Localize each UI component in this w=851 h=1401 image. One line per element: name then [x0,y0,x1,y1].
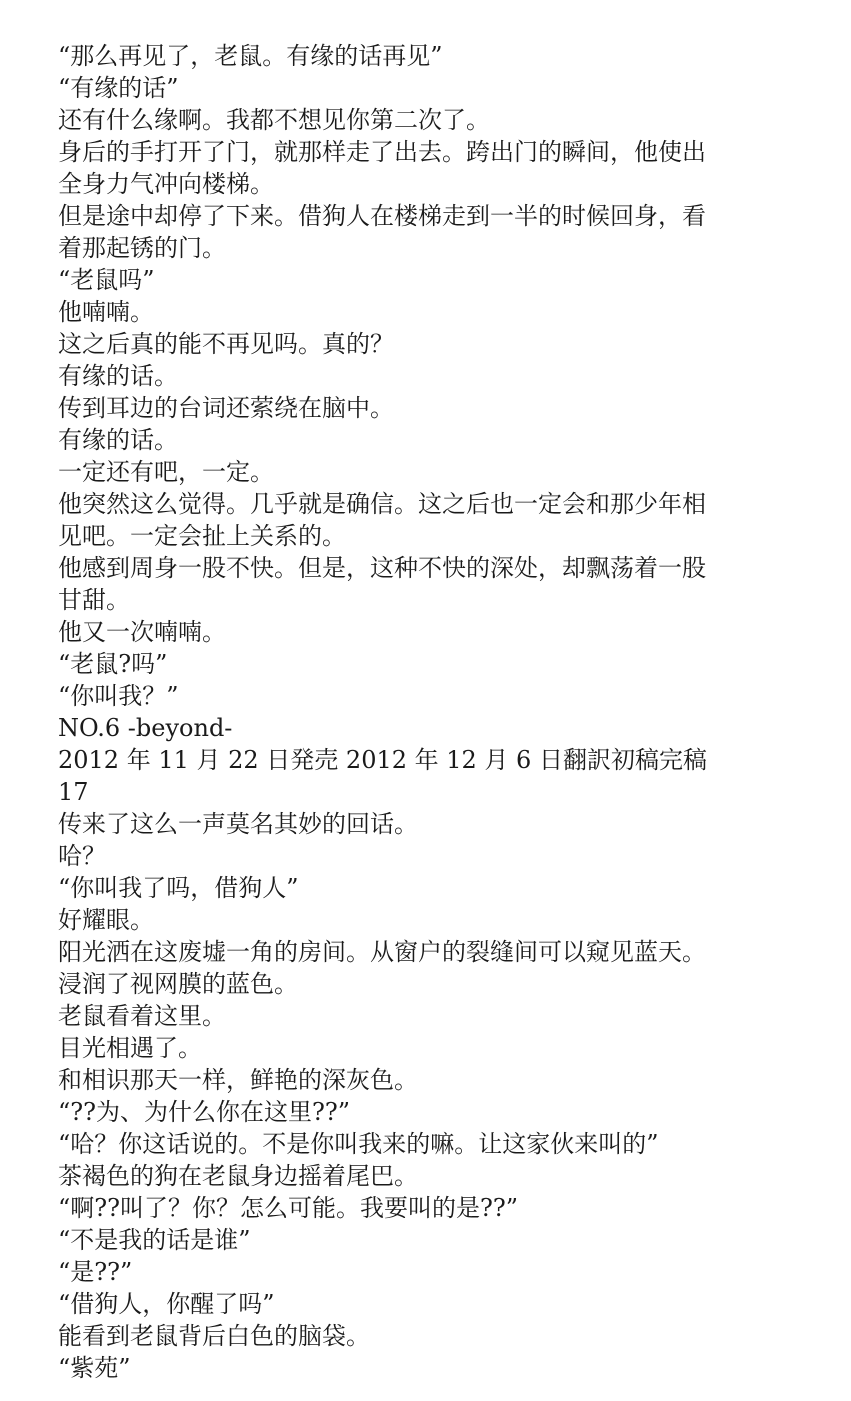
text-line: 他感到周身一股不快。但是，这种不快的深处，却飘荡着一股 [58,554,706,582]
text-line: 茶褐色的狗在老鼠身边摇着尾巴。 [58,1162,418,1190]
text-line: “那么再见了，老鼠。有缘的话再见” [58,42,443,70]
text-line: 但是途中却停了下来。借狗人在楼梯走到一半的时候回身，看 [58,202,706,230]
text-line: “你叫我？” [58,682,179,710]
text-line: 2012 年 11 月 22 日発売 2012 年 12 月 6 日翻訳初稿完稿 [58,746,707,774]
text-line: 阳光洒在这废墟一角的房间。从窗户的裂缝间可以窥见蓝天。 [58,938,706,966]
text-line: 有缘的话。 [58,426,178,454]
text-line: 浸润了视网膜的蓝色。 [58,970,298,998]
text-line: “老鼠吗” [58,266,155,294]
text-line: 甘甜。 [58,586,130,614]
text-line: “啊??叫了？你？怎么可能。我要叫的是??” [58,1194,519,1222]
text-line: 见吧。一定会扯上关系的。 [58,522,346,550]
text-line: 传来了这么一声莫名其妙的回话。 [58,810,418,838]
text-line: 着那起锈的门。 [58,234,226,262]
text-line: “有缘的话” [58,74,179,102]
document-page [58,40,798,1384]
text-line: 他突然这么觉得。几乎就是确信。这之后也一定会和那少年相 [58,490,706,518]
text-line: 有缘的话。 [58,362,178,390]
text-line: NO.6 -beyond- [58,714,233,742]
text-line: “借狗人，你醒了吗” [58,1290,275,1318]
text-line: 17 [58,778,89,806]
text-line: “你叫我了吗，借狗人” [58,874,299,902]
text-line: 老鼠看着这里。 [58,1002,226,1030]
text-line: 哈？ [58,842,106,870]
text-line: “是??” [58,1258,133,1286]
text-line: 好耀眼。 [58,906,154,934]
text-line: 身后的手打开了门，就那样走了出去。跨出门的瞬间，他使出 [58,138,706,166]
text-line: 全身力气冲向楼梯。 [58,170,274,198]
text-line: “??为、为什么你在这里??” [58,1098,351,1126]
text-line: “不是我的话是谁” [58,1226,251,1254]
text-line: “哈？你这话说的。不是你叫我来的嘛。让这家伙来叫的” [58,1130,659,1158]
text-line: 能看到老鼠背后白色的脑袋。 [58,1322,370,1350]
text-line: 和相识那天一样，鲜艳的深灰色。 [58,1066,418,1094]
text-line: 一定还有吧，一定。 [58,458,274,486]
text-line: “老鼠?吗” [58,650,168,678]
text-line: “紫苑” [58,1354,131,1382]
text-line: 传到耳边的台词还萦绕在脑中。 [58,394,394,422]
text-line: 他又一次喃喃。 [58,618,226,646]
text-line: 还有什么缘啊。我都不想见你第二次了。 [58,106,490,134]
text-line: 他喃喃。 [58,298,154,326]
text-line: 目光相遇了。 [58,1034,202,1062]
text-line: 这之后真的能不再见吗。真的？ [58,330,394,358]
